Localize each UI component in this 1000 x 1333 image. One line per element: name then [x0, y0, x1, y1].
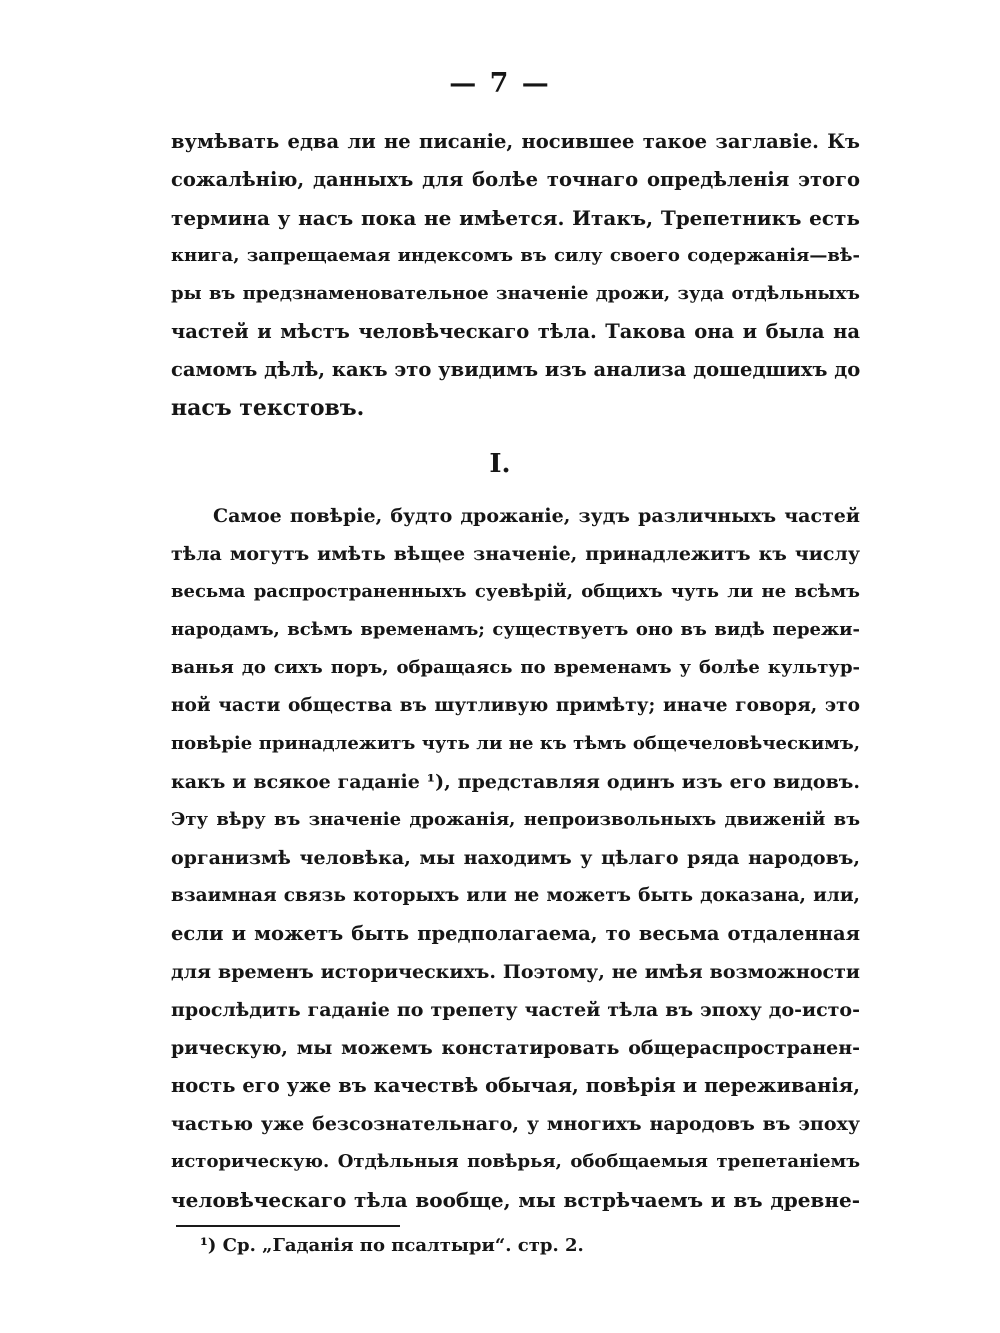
intro-line: термина у насъ пока не имѣется. Итакъ, Трепетникъ есть [171, 206, 860, 230]
body-line: какъ и всякое гаданіе ¹), представляя одинъ изъ его видовъ. [171, 771, 860, 793]
body-line: рическую, мы можемъ констатировать общераспространен- [171, 1037, 860, 1059]
page-number: — 7 — [449, 68, 551, 99]
body-line: историческую. Отдѣльныя повѣрья, обобщаемыя трепетаніемъ [171, 1151, 860, 1172]
intro-line: самомъ дѣлѣ, какъ это увидимъ изъ анализа дошедшихъ до [171, 358, 861, 381]
footnote: ¹) Ср. „Гаданія по псалтыри“. стр. 2. [200, 1235, 584, 1256]
body-line: Самое повѣріе, будто дрожаніе, зудъ различныхъ частей [213, 505, 860, 527]
footnote-divider [176, 1225, 400, 1227]
intro-line: сожалѣнію, данныхъ для болѣе точнаго опредѣленія этого [171, 168, 860, 191]
intro-line: вумѣвать едва ли не писаніе, носившее такое заглавіе. Къ [171, 130, 860, 153]
intro-line: частей и мѣстъ человѣческаго тѣла. Такова она и была на [171, 320, 860, 343]
body-line: человѣческаго тѣла вообще, мы встрѣчаемъ и въ древне- [171, 1188, 860, 1212]
intro-line: ры въ предзнаменовательное значеніе дрожи, зуда отдѣльныхъ [171, 283, 860, 304]
intro-line: насъ текстовъ. [171, 395, 365, 421]
body-line: если и можетъ быть предполагаема, то весьма отдаленная [171, 922, 860, 945]
section-heading: I. [489, 449, 511, 479]
body-line: ность его уже въ качествѣ обычая, повѣрія и переживанія, [171, 1074, 860, 1097]
body-line: народамъ, всѣмъ временамъ; существуетъ оно въ видѣ пережи- [171, 619, 860, 640]
body-line: тѣла могутъ имѣть вѣщее значеніе, принадлежитъ къ числу [171, 543, 860, 565]
body-line: весьма распространенныхъ суевѣрій, общихъ чуть ли не всѣмъ [171, 581, 860, 602]
body-line: ной части общества въ шутливую примѣту; иначе говоря, это [171, 695, 860, 716]
body-line: организмѣ человѣка, мы находимъ у цѣлаго ряда народовъ, [171, 847, 860, 869]
body-line: ванья до сихъ поръ, обращаясь по временамъ у болѣе культур- [171, 657, 860, 678]
body-line: частью уже безсознательнаго, у многихъ народовъ въ эпоху [171, 1113, 860, 1135]
intro-line: книга, запрещаемая индексомъ въ силу своего содержанія—вѣ- [171, 245, 860, 266]
body-line: прослѣдить гаданіе по трепету частей тѣла въ эпоху до-исто- [171, 999, 860, 1021]
body-line: для временъ историческихъ. Поэтому, не имѣя возможности [171, 961, 860, 983]
body-line: повѣріе принадлежитъ чуть ли не къ тѣмъ общечеловѣческимъ, [171, 733, 860, 754]
body-line: взаимная связь которыхъ или не можетъ быть доказана, или, [171, 885, 860, 906]
body-line: Эту вѣру въ значеніе дрожанія, непроизвольныхъ движеній въ [171, 809, 860, 830]
